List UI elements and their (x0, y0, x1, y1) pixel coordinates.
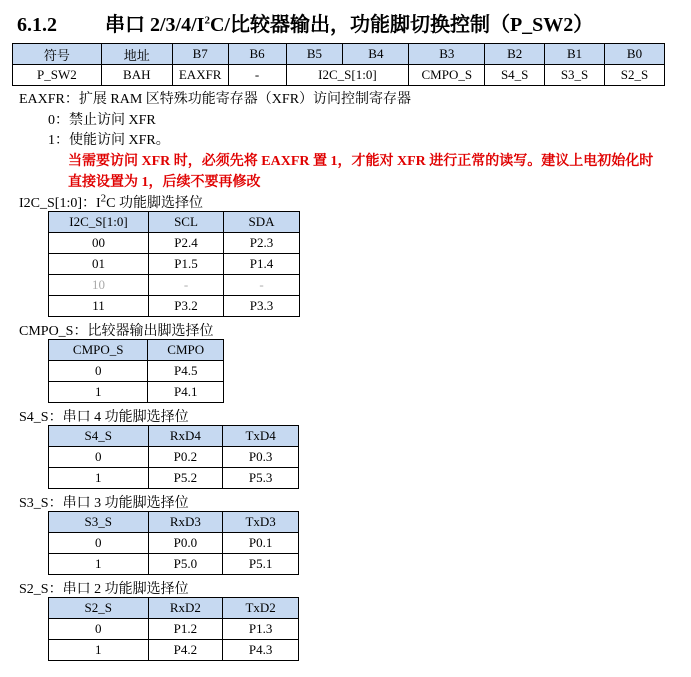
header-cell: RxD4 (148, 426, 223, 447)
s2-label: S2_S：串口 2 功能脚选择位 (19, 582, 189, 597)
eaxfr-option-0: 0：禁止访问 XFR (48, 113, 156, 128)
i2c-label-text: I2C_S[1:0]：I (19, 196, 101, 211)
title-sup: 2 (204, 14, 210, 27)
eaxfr-option-1: 1：使能访问 XFR。 (48, 133, 170, 148)
eaxfr-note: 当需要访问 XFR 时，必须先将 EAXFR 置 1，才能对 XFR 进行正常的读写。建议上电初始化时 (68, 154, 654, 169)
cell: P0.3 (223, 447, 299, 468)
header-cell: S3_S (49, 512, 149, 533)
i2c-label (19, 192, 203, 212)
table-row (49, 361, 224, 382)
i2c-label-post: C 功能脚选择位 (106, 196, 204, 211)
cell: P2.3 (224, 233, 300, 254)
title-text: 串口 2/3/4/I (105, 14, 205, 36)
header-cell: 符号 (13, 44, 102, 65)
header-cell: B0 (605, 44, 665, 65)
cell: BAH (101, 65, 172, 86)
cell: CMPO_S (409, 65, 485, 86)
s4-table (48, 425, 299, 489)
cell: P5.1 (223, 554, 299, 575)
cell: P1.4 (224, 254, 300, 275)
table-row (49, 619, 299, 640)
cell: P4.2 (148, 640, 223, 661)
header-cell: 地址 (101, 44, 172, 65)
cell: P1.3 (223, 619, 299, 640)
cell: S4_S (485, 65, 545, 86)
header-cell: B3 (409, 44, 485, 65)
header-cell: CMPO_S (49, 340, 148, 361)
table-row (49, 554, 299, 575)
header-cell: RxD2 (148, 598, 223, 619)
title-text-post: C/比较器输出，功能脚切换控制（P_SW2） (209, 14, 594, 36)
cell: P0.1 (223, 533, 299, 554)
header-cell: TxD2 (223, 598, 299, 619)
eaxfr-description: EAXFR：扩展 RAM 区特殊功能寄存器（XFR）访问控制寄存器 (19, 92, 412, 107)
header-cell: B2 (485, 44, 545, 65)
header-cell: RxD3 (148, 512, 223, 533)
cell: EAXFR (172, 65, 228, 86)
cell: P5.3 (223, 468, 299, 489)
header-cell: SCL (149, 212, 224, 233)
i2c-table (48, 211, 300, 317)
header-cell: TxD4 (223, 426, 299, 447)
header-cell: B6 (228, 44, 286, 65)
cell: 1 (49, 554, 149, 575)
cell: 00 (49, 233, 149, 254)
s3-label: S3_S：串口 3 功能脚选择位 (19, 496, 189, 511)
register-header-row (13, 44, 665, 65)
cell: 1 (49, 640, 149, 661)
cell: - (149, 275, 224, 296)
cmpo-label: CMPO_S：比较器输出脚选择位 (19, 324, 214, 339)
cell: S3_S (545, 65, 605, 86)
s2-table (48, 597, 299, 661)
cell: I2C_S[1:0] (286, 65, 409, 86)
table-row (49, 533, 299, 554)
cell: P0.2 (148, 447, 223, 468)
cell: 1 (49, 468, 149, 489)
table-row (49, 254, 300, 275)
table-row (49, 640, 299, 661)
cell: P3.3 (224, 296, 300, 317)
cell: 0 (49, 533, 149, 554)
header-cell: I2C_S[1:0] (49, 212, 149, 233)
eaxfr-note-cont: 直接设置为 1，后续不要再修改 (68, 175, 261, 190)
table-row (49, 296, 300, 317)
table-row (49, 468, 299, 489)
cell: 0 (49, 361, 148, 382)
cell: - (228, 65, 286, 86)
cell: P5.0 (148, 554, 223, 575)
cell: P2.4 (149, 233, 224, 254)
table-row (49, 233, 300, 254)
header-cell: B5 (286, 44, 343, 65)
header-cell: S2_S (49, 598, 149, 619)
cell: P1.5 (149, 254, 224, 275)
cell: S2_S (605, 65, 665, 86)
table-row (49, 447, 299, 468)
cell: 11 (49, 296, 149, 317)
cell: P4.1 (148, 382, 224, 403)
header-cell: B1 (545, 44, 605, 65)
header-cell: B4 (343, 44, 409, 65)
cell: 10 (49, 275, 149, 296)
i2c-label-sup: 2 (100, 192, 107, 205)
cell: 01 (49, 254, 149, 275)
cmpo-table (48, 339, 224, 403)
cell: 0 (49, 619, 149, 640)
header-cell: B7 (172, 44, 228, 65)
cell: - (224, 275, 300, 296)
register-table (12, 43, 665, 86)
cell: 0 (49, 447, 149, 468)
header-cell: TxD3 (223, 512, 299, 533)
register-row (13, 65, 665, 86)
cell: P1.2 (148, 619, 223, 640)
header-cell: SDA (224, 212, 300, 233)
s4-label: S4_S：串口 4 功能脚选择位 (19, 410, 189, 425)
cell: P5.2 (148, 468, 223, 489)
cell: P3.2 (149, 296, 224, 317)
table-row (49, 382, 224, 403)
cell: P4.3 (223, 640, 299, 661)
cell: P0.0 (148, 533, 223, 554)
cell: P4.5 (148, 361, 224, 382)
cell: P_SW2 (13, 65, 102, 86)
table-row (49, 275, 300, 296)
section-title (17, 8, 593, 37)
header-cell: CMPO (148, 340, 224, 361)
header-cell: S4_S (49, 426, 149, 447)
s3-table (48, 511, 299, 575)
section-number: 6.1.2 (17, 14, 57, 36)
cell: 1 (49, 382, 148, 403)
